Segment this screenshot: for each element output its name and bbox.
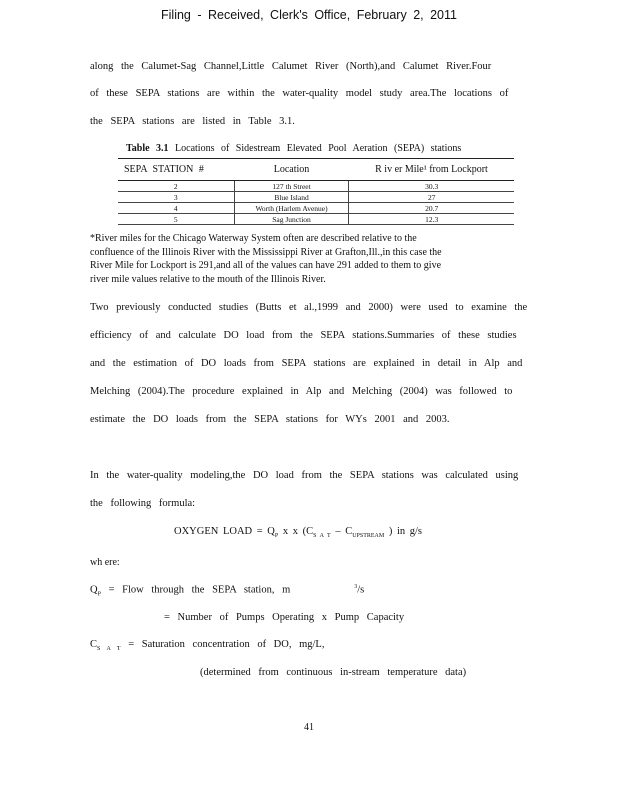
- station-location: Blue Island: [234, 192, 349, 203]
- def-unit-sup: 3: [354, 584, 358, 590]
- footnote-line: *River miles for the Chicago Waterway System often are described relative to the: [90, 233, 417, 244]
- body-line: Two previously conducted studies (Butts et al.,1999 and 2000) were used to examine the: [90, 302, 528, 313]
- footnote-line: river mile values relative to the mouth of the Illinois River.: [90, 273, 326, 285]
- definition-c-sat: [90, 639, 324, 652]
- def-text: = Flow through the SEPA station, m: [100, 584, 291, 596]
- table-caption-text: Locations of Sidestream Elevated Pool Aeration (SEPA) stations: [175, 143, 462, 154]
- body-line: the following formula:: [90, 498, 196, 509]
- where-label: wh ere:: [90, 557, 120, 568]
- def-symbol: Q: [90, 584, 98, 596]
- station-number: 4: [118, 203, 234, 214]
- station-river-mile: 12.3: [349, 214, 514, 225]
- formula-mid: x x (C: [278, 526, 314, 537]
- body-line: Melching (2004).The procedure explained in Alp and Melching (2004) was followed to: [90, 386, 513, 397]
- definition-pumps: = Number of Pumps Operating x Pump Capacity: [164, 612, 405, 623]
- station-location: Worth (Harlem Avenue): [234, 203, 349, 214]
- footnote-line: confluence of the Illinois River with the Mississippi River at Grafton,Ill.,in this case the: [90, 246, 442, 258]
- formula-lhs: OXYGEN LOAD: [174, 526, 253, 537]
- body-line: the SEPA stations are listed in Table 3.1.: [90, 116, 295, 127]
- col-header-river-mile: R iv er Mile¹ from Lockport: [349, 159, 514, 181]
- table-caption: [126, 143, 461, 154]
- formula-tail: ) in g/s: [384, 526, 423, 537]
- station-location: 127 th Street: [234, 181, 349, 192]
- col-header-station: SEPA STATION #: [118, 159, 234, 181]
- col-header-location: Location: [234, 159, 349, 181]
- table-footnote: [90, 232, 520, 286]
- formula-eq: = Q: [256, 526, 275, 537]
- station-number: 3: [118, 192, 234, 203]
- oxygen-load-formula: [174, 526, 422, 539]
- determined-note: (determined from continuous in-stream temperature data): [200, 667, 467, 678]
- definition-q: [90, 584, 364, 598]
- body-line: along the Calumet-Sag Channel,Little Calumet River (North),and Calumet River.Four: [90, 61, 492, 72]
- filing-header: Filing - Received, Clerk's Office, February 2, 2011: [161, 8, 457, 22]
- table-row: [118, 203, 514, 214]
- sepa-stations-table: [118, 158, 514, 225]
- def-unit: /s: [357, 584, 365, 596]
- def-symbol: C: [90, 639, 98, 650]
- def-sub: S A T: [97, 646, 121, 653]
- table-header-row: [118, 159, 514, 181]
- station-number: 5: [118, 214, 234, 225]
- formula-sub: P: [274, 533, 279, 540]
- table-row: [118, 192, 514, 203]
- station-river-mile: 30.3: [349, 181, 514, 192]
- formula-sub: S A T: [313, 533, 331, 540]
- body-line: of these SEPA stations are within the water-quality model study area.The locations of: [90, 88, 509, 99]
- body-line: and the estimation of DO loads from SEPA stations are explained in detail in Alp and: [90, 358, 523, 369]
- station-river-mile: 20.7: [349, 203, 514, 214]
- table-row: [118, 181, 514, 192]
- body-line: In the water-quality modeling,the DO load from the SEPA stations was calculated using: [90, 470, 519, 481]
- station-number: 2: [118, 181, 234, 192]
- station-river-mile: 27: [349, 192, 514, 203]
- def-sub: P: [97, 591, 101, 598]
- body-line: efficiency of and calculate DO load from the SEPA stations.Summaries of these studies: [90, 330, 517, 341]
- body-line: estimate the DO loads from the SEPA stations for WYs 2001 and 2003.: [90, 414, 450, 425]
- station-location: Sag Junction: [234, 214, 349, 225]
- page-number: 41: [304, 722, 314, 733]
- table-caption-label: Table 3.1: [126, 143, 169, 154]
- formula-sub: UPSTREAM: [352, 533, 385, 540]
- formula-minus: – C: [330, 526, 353, 537]
- def-text: = Saturation concentration of DO, mg/L,: [120, 639, 325, 650]
- footnote-line: River Mile for Lockport is 291,and all of the values can have 291 added to them to give: [90, 260, 442, 271]
- table-row: [118, 214, 514, 225]
